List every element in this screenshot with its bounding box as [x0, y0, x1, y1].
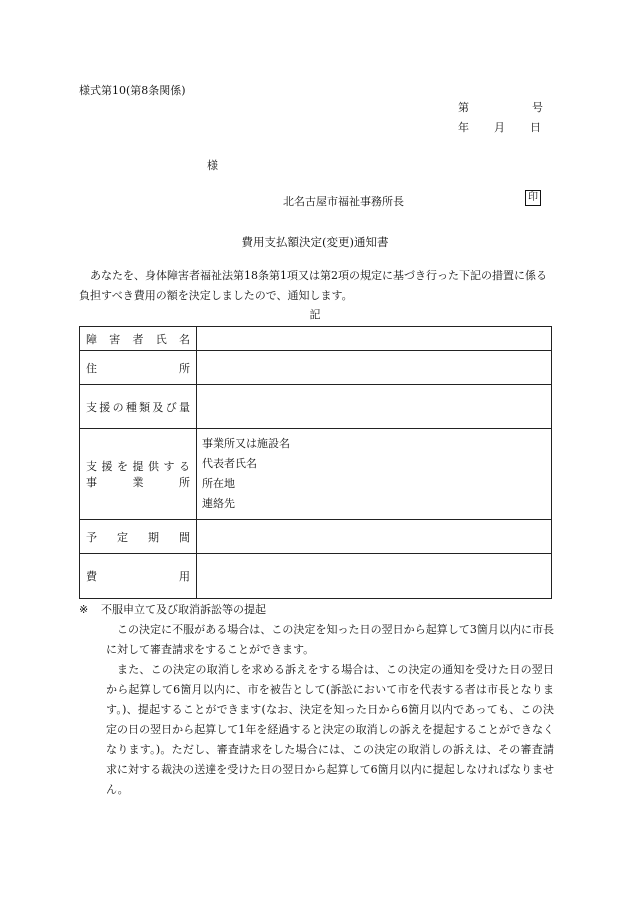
- note-paragraph-1: この決定に不服がある場合は、この決定を知った日の翌日から起算して3箇月以内に市長に対して審査請求をすることができます。: [106, 623, 554, 656]
- issuer-name: 北名古屋市福祉事務所長: [283, 195, 404, 208]
- date-year: 年: [458, 121, 469, 134]
- info-table: [79, 326, 552, 599]
- ki-marker: 記: [309, 308, 321, 321]
- document-number-go: 号: [532, 101, 543, 114]
- provider-contact: 連絡先: [202, 497, 235, 510]
- seal-stamp: 印: [525, 190, 541, 206]
- provider-label-cell: [80, 429, 197, 520]
- document-title: 費用支払額決定(変更)通知書: [241, 235, 389, 249]
- note-paragraph-2: また、この決定の取消しを求める訴えをする場合は、この決定の通知を受けた日の翌日から起算して6箇月以内に、市を被告として(訴訟において市を代表する者は市長となります。)、提起することができます(なお、決定を知った日から6箇月以内であっても、この決定の日の翌日から起算して1年を経過すると決定の取消しの訴えを提起することができなくなります。)。ただし、審査請求をした場合には、この決定の取消しの訴えは、その審査請求に対する裁決の送達を受けた日の翌日から起算して6箇月以内に提起しなければなりません。: [106, 663, 554, 796]
- cost-label-cell: [80, 554, 197, 599]
- name-value-cell: [197, 327, 552, 351]
- document-date: [458, 119, 543, 135]
- address-label-cell: [80, 351, 197, 385]
- provider-facility-name: 事業所又は施設名: [202, 437, 290, 450]
- notes-heading: [79, 600, 554, 620]
- table-row-support-type: [80, 385, 552, 429]
- addressee-honorific: 様: [207, 159, 218, 172]
- notes-heading-text: 不服申立て及び取消訴訟等の提起: [101, 603, 266, 616]
- date-month: 月: [494, 121, 505, 134]
- intro-paragraph: あなたを、身体障害者福祉法第18条第1項又は第2項の規定に基づき行った下記の措置に係る負担すべき費用の額を決定しましたので、通知します。: [79, 269, 547, 302]
- table-row-name: [80, 327, 552, 351]
- document-number-dai: 第: [458, 101, 469, 114]
- provider-value-cell: [197, 429, 552, 520]
- note-mark: ※: [79, 603, 89, 616]
- name-label: 障害者氏名: [86, 332, 190, 346]
- support-type-label: 支援の種類及び量: [86, 400, 190, 414]
- table-row-period: [80, 520, 552, 554]
- support-type-label-cell: [80, 385, 197, 429]
- form-number: 様式第10(第8条関係): [79, 84, 186, 97]
- period-value-cell: [197, 520, 552, 554]
- document-number: [458, 99, 543, 115]
- table-row-address: [80, 351, 552, 385]
- table-row-cost: [80, 554, 552, 599]
- name-label-cell: [80, 327, 197, 351]
- period-label: 予定期間: [86, 530, 190, 544]
- period-label-cell: [80, 520, 197, 554]
- date-day: 日: [530, 121, 541, 134]
- notes-section: [79, 600, 554, 800]
- provider-location: 所在地: [202, 477, 235, 490]
- provider-representative: 代表者氏名: [202, 457, 257, 470]
- provider-label-line-1: 支援を提供する: [86, 460, 190, 473]
- cost-value-cell: [197, 554, 552, 599]
- provider-label-line-2: 事業所: [86, 476, 190, 489]
- cost-label: 費用: [86, 570, 190, 583]
- address-label: 住所: [86, 361, 190, 375]
- table-row-provider: [80, 429, 552, 520]
- address-value-cell: [197, 351, 552, 385]
- support-type-value-cell: [197, 385, 552, 429]
